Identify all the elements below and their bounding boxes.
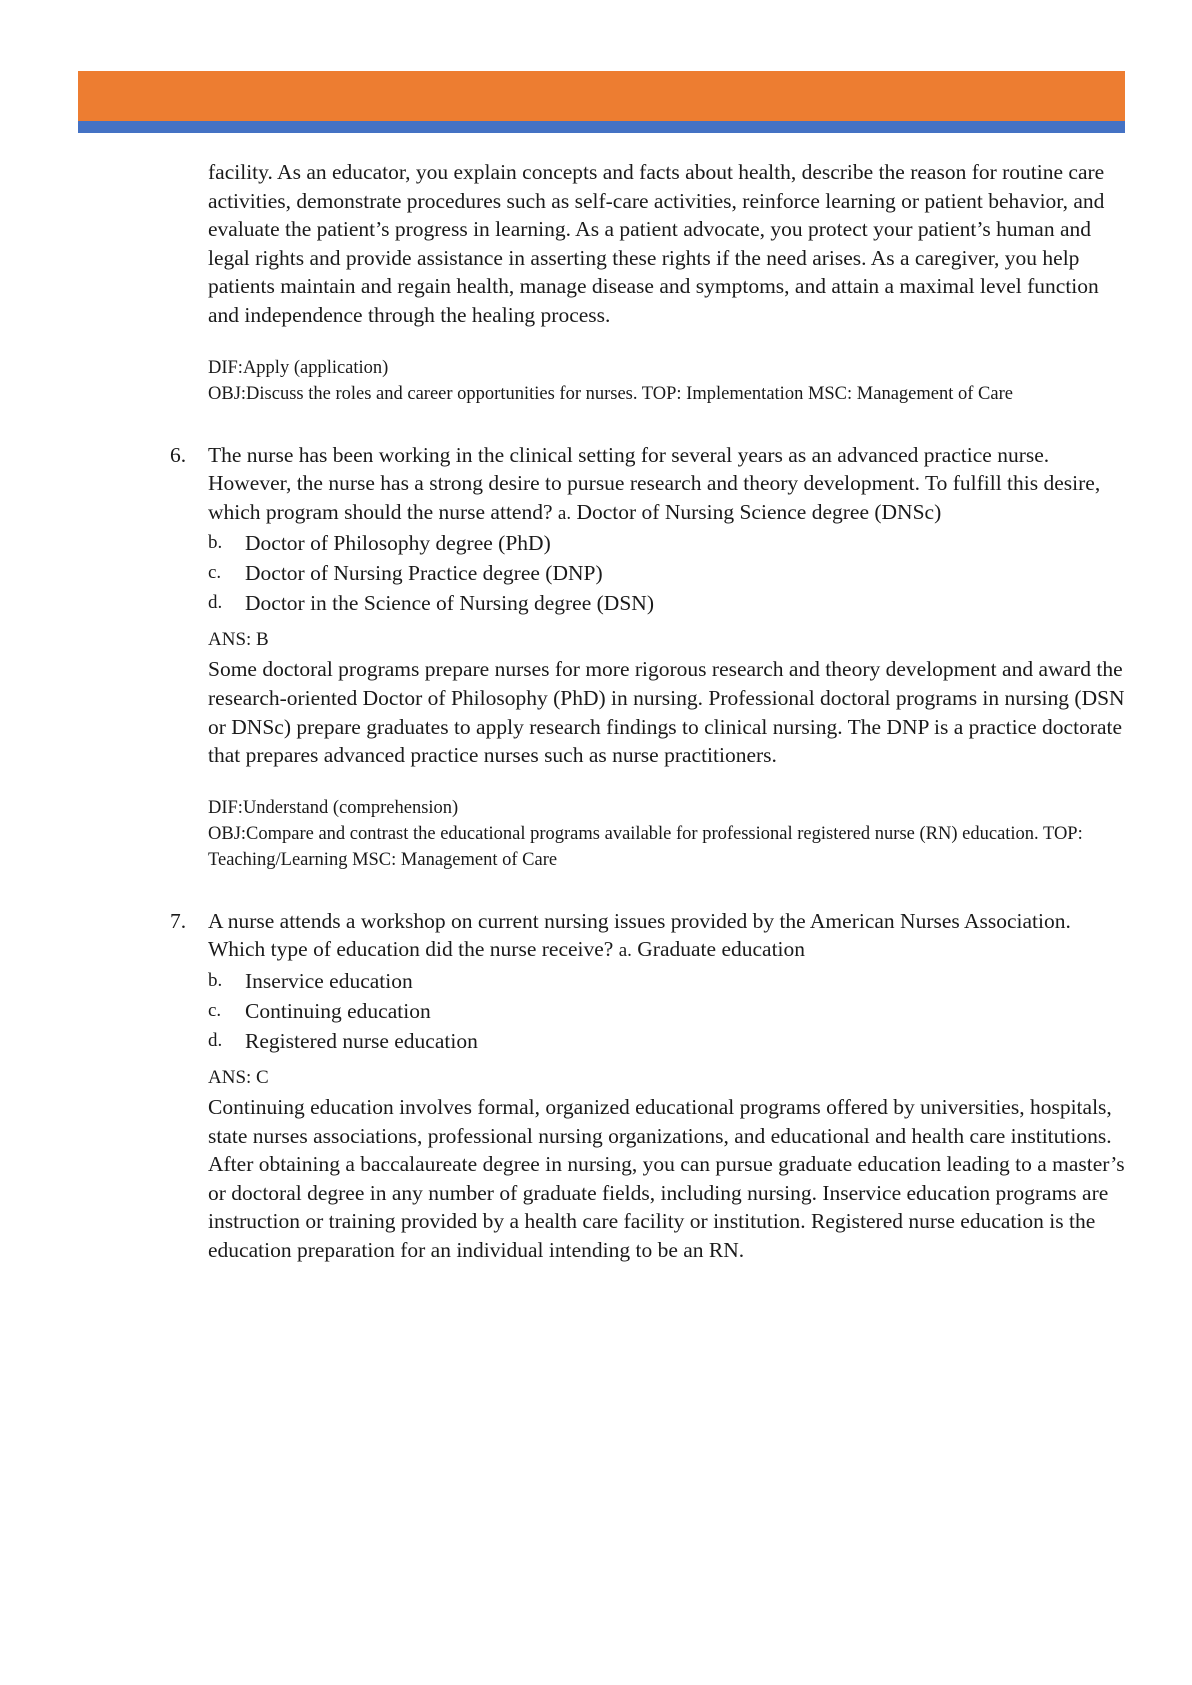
option-text: Doctor of Philosophy degree (PhD) (245, 531, 551, 556)
option-a-letter: a. (618, 940, 632, 962)
answer-label: ANS: C (208, 1066, 269, 1088)
question-stem (208, 907, 1128, 966)
document-body (170, 158, 1128, 1264)
option-a-text: Doctor of Nursing Science degree (DNSc) (576, 499, 942, 524)
question-stem (208, 441, 1128, 529)
stem-text: A nurse attends a workshop on current nursing issues provided by the American Nurses Association. Which type of education did the nurse receive? (208, 908, 1071, 962)
option-letter: d. (208, 1029, 223, 1051)
option-letter: c. (208, 999, 222, 1021)
option-text: Doctor in the Science of Nursing degree (DSN) (245, 591, 654, 616)
answer-label: ANS: B (208, 629, 269, 651)
option-c (208, 558, 1128, 588)
question-number: 6. (170, 442, 187, 467)
option-d (208, 588, 1128, 618)
continuation-meta (208, 355, 1128, 407)
option-a-letter: a. (557, 502, 572, 524)
question-6 (170, 441, 1128, 873)
header-stripe (78, 121, 1125, 133)
rationale-text: Continuing education involves formal, organized educational programs offered by universities, hospitals, state nurses associations, professional nursing organizations, and educational and health care institutions. After obtaining a baccalaureate degree in nursing, you can pursue graduate education leading to a master’s or doctoral degree in any number of graduate fields, including nursing. Inservice education programs are instruction or training provided by a health care facility or institution. Registered nurse education is the education preparation for an individual intending to be an RN. (208, 1094, 1125, 1262)
option-d (208, 1026, 1128, 1056)
dif-line: DIF:Apply (application) (208, 357, 389, 378)
option-c (208, 996, 1128, 1026)
option-a-text: Graduate education (637, 937, 806, 962)
option-b (208, 528, 1128, 558)
option-letter: d. (208, 592, 223, 614)
option-letter: b. (208, 969, 223, 991)
option-b (208, 966, 1128, 996)
question-meta (208, 795, 1128, 873)
option-letter: c. (208, 562, 222, 584)
obj-line: OBJ:Discuss the roles and career opportunities for nurses. TOP: Implementation MSC: Management of Care (208, 383, 1013, 404)
option-text: Registered nurse education (245, 1028, 478, 1053)
option-text: Continuing education (245, 998, 431, 1023)
option-letter: b. (208, 532, 223, 554)
obj-line: OBJ:Compare and contrast the educational programs available for professional registered nurse (RN) education. TOP: Teaching/Learning MSC: Management of Care (208, 823, 1083, 870)
option-text: Inservice education (245, 968, 413, 993)
question-number: 7. (170, 908, 187, 933)
continuation-text: facility. As an educator, you explain concepts and facts about health, describe the reason for routine care activities, demonstrate procedures such as self-care activities, reinforce learning or patient behavior, and evaluate the patient’s progress in learning. As a patient advocate, you protect your patient’s human and legal rights and provide assistance in asserting these rights if the need arises. As a caregiver, you help patients maintain and regain health, manage disease and symptoms, and attain a maximal level function and independence through the healing process. (208, 160, 1105, 327)
dif-line: DIF:Understand (comprehension) (208, 797, 459, 818)
rationale-text: Some doctoral programs prepare nurses for more rigorous research and theory development and award the research-oriented Doctor of Philosophy (PhD) in nursing. Professional doctoral programs in nursing (DSN or DNSc) prepare graduates to apply research findings to clinical nursing. The DNP is a practice doctorate that prepares advanced practice nurses such as nurse practitioners. (208, 657, 1125, 768)
header-bar (78, 71, 1125, 121)
stem-text: The nurse has been working in the clinical setting for several years as an advanced practice nurse. However, the nurse has a strong desire to pursue research and theory development. To fulfill this desire, which program should the nurse attend? (208, 442, 1101, 524)
option-text: Doctor of Nursing Practice degree (DNP) (245, 561, 603, 586)
question-7 (170, 907, 1128, 1265)
